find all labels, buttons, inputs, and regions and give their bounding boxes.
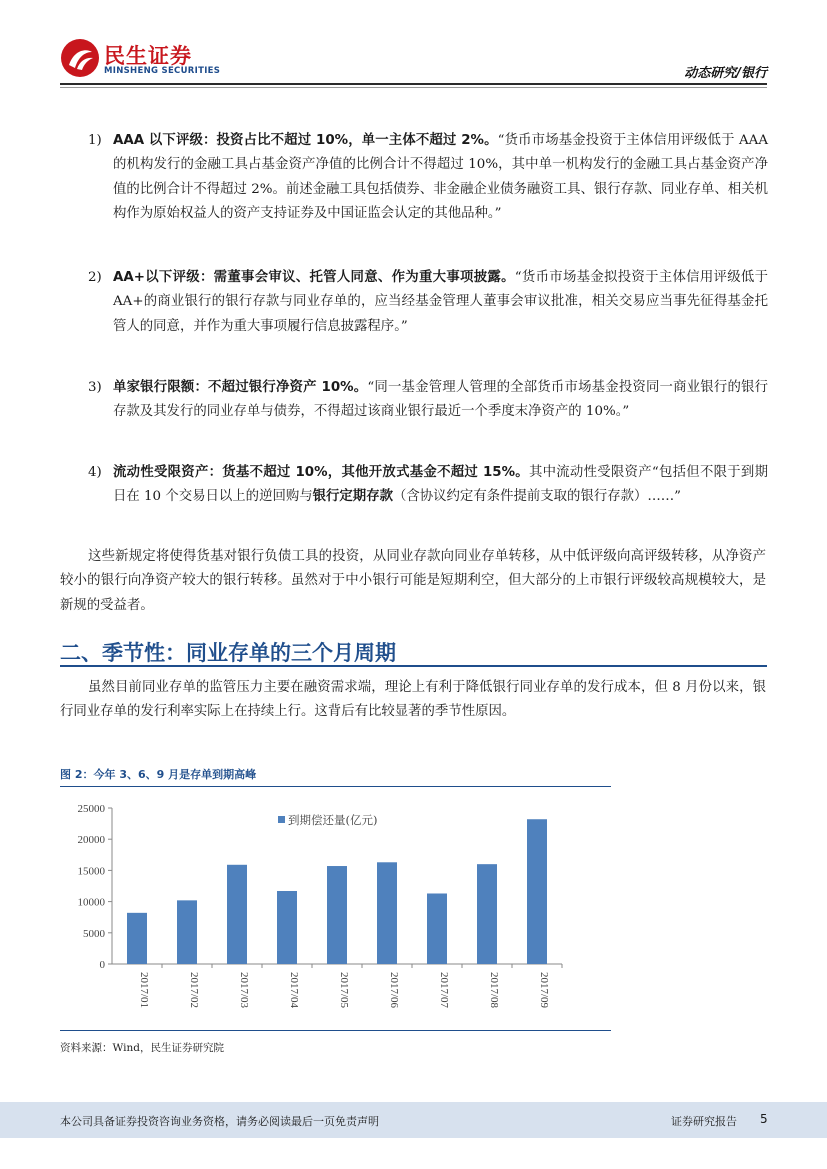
- list-item-heading: AAA 以下评级：投资占比不超过 10%，单一主体不超过 2%。: [113, 133, 498, 148]
- section-divider: [60, 665, 767, 667]
- header-divider: [60, 83, 767, 85]
- list-item-text: 其中流动性受限资产“包括但不限于到期日在 10 个交易日以上的逆回购与: [113, 465, 768, 505]
- bar-2017/07: [427, 893, 447, 964]
- x-tick-label: 2017/05: [338, 972, 350, 1009]
- list-item-number: 3): [88, 380, 102, 395]
- list-item-heading: 单家银行限额：不超过银行净资产 10%。: [113, 380, 368, 395]
- report-category: 动态研究/银行: [684, 66, 767, 81]
- bar-2017/03: [227, 865, 247, 964]
- x-tick-label: 2017/09: [538, 972, 550, 1009]
- y-tick-label: 10000: [77, 896, 105, 909]
- x-tick-label: 2017/03: [238, 972, 250, 1009]
- list-item-text-tail: （含协议约定有条件提前支取的银行存款）……”: [392, 489, 682, 505]
- footer-report-type: 证券研究报告: [671, 1115, 737, 1128]
- maturity-bar-chart: [60, 788, 611, 1028]
- section-heading: 二、季节性：同业存单的三个月周期: [60, 641, 396, 665]
- figure-top-rule: [60, 786, 611, 787]
- y-tick-label: 5000: [83, 927, 105, 940]
- list-item: [88, 266, 768, 339]
- x-tick-label: 2017/06: [388, 972, 400, 1009]
- list-item-number: 4): [88, 465, 102, 480]
- bar-2017/08: [477, 864, 497, 964]
- list-item-heading: AA+以下评级：需董事会审议、托管人同意、作为重大事项披露。: [113, 270, 515, 285]
- x-tick-label: 2017/02: [188, 972, 200, 1009]
- list-item-text: “货币市场基金投资于主体信用评级低于 AAA 的机构发行的金融工具占基金资产净值的比例合计不得超过 10%，其中单一机构发行的金融工具占基金资产净值的比例合计不得超过 2%。前述金融工具包括债券、非金融企业债务融资工具、银行存款、同业存单、相关机构作为原始权益人的资产支持证券及中国证监会认定的其他品种。”: [113, 133, 768, 222]
- bar-2017/01: [127, 913, 147, 964]
- brand-name-cn: 民生证券: [104, 44, 192, 68]
- x-tick-label: 2017/08: [488, 972, 500, 1009]
- y-tick-label: 25000: [77, 803, 105, 815]
- bar-2017/05: [327, 866, 347, 964]
- list-item: [88, 129, 768, 227]
- brand-logo: [60, 38, 220, 82]
- legend-label: 到期偿还量(亿元): [288, 813, 378, 827]
- page-footer: [0, 1102, 827, 1138]
- list-item-text: “同一基金管理人管理的全部货币市场基金投资同一商业银行的银行存款及其发行的同业存单与债券，不得超过该商业银行最近一个季度末净资产的 10%。”: [113, 380, 768, 420]
- page-header: [0, 0, 827, 90]
- figure-source: 资料来源：Wind，民生证券研究院: [60, 1042, 224, 1054]
- bar-2017/02: [177, 900, 197, 964]
- bar-2017/04: [277, 891, 297, 964]
- y-tick-label: 20000: [77, 834, 105, 847]
- figure-bottom-rule: [60, 1030, 611, 1031]
- x-tick-label: 2017/04: [288, 972, 300, 1009]
- list-item-text: “货币市场基金拟投资于主体信用评级低于 AA+的商业银行的银行存款与同业存单的，应当经基金管理人董事会审议批准，相关交易应当事先征得基金托管人的同意，并作为重大事项履行信息披露程序。”: [113, 270, 768, 334]
- chart-canvas: [60, 788, 611, 1028]
- legend-swatch: [278, 816, 285, 823]
- header-divider-thin: [60, 87, 767, 88]
- list-item: [88, 461, 768, 510]
- body-paragraph: 虽然目前同业存单的监管压力主要在融资需求端，理论上有利于降低银行同业存单的发行成本，但 8 月份以来，银行同业存单的发行利率实际上在持续上行。这背后有比较显著的季节性原因。: [60, 680, 766, 720]
- figure-caption: 图 2：今年 3、6、9 月是存单到期高峰: [60, 768, 257, 781]
- bar-2017/06: [377, 862, 397, 964]
- y-tick-label: 15000: [77, 865, 105, 878]
- body-paragraph: 这些新规定将使得货基对银行负债工具的投资，从同业存款向同业存单转移，从中低评级向高评级转移，从净资产较小的银行向净资产较大的银行转移。虽然对于中小银行可能是短期利空，但大部分的上市银行评级较高规模较大，是新规的受益者。: [60, 549, 766, 613]
- bar-2017/09: [527, 819, 547, 964]
- list-item-number: 1): [88, 133, 102, 148]
- x-tick-label: 2017/07: [438, 972, 450, 1009]
- list-item-number: 2): [88, 270, 102, 285]
- x-tick-label: 2017/01: [138, 972, 150, 1009]
- footer-disclaimer: 本公司具备证券投资咨询业务资格，请务必阅读最后一页免责声明: [60, 1115, 379, 1128]
- list-item: [88, 376, 768, 425]
- list-item-emphasis: 银行定期存款: [312, 489, 393, 505]
- list-item-heading: 流动性受限资产：货基不超过 10%，其他开放式基金不超过 15%。: [113, 465, 529, 480]
- minsheng-logo-icon: [60, 38, 100, 78]
- y-tick-label: 0: [99, 959, 105, 971]
- brand-name-en: MINSHENG SECURITIES: [104, 66, 221, 76]
- page-number: 5: [760, 1112, 768, 1126]
